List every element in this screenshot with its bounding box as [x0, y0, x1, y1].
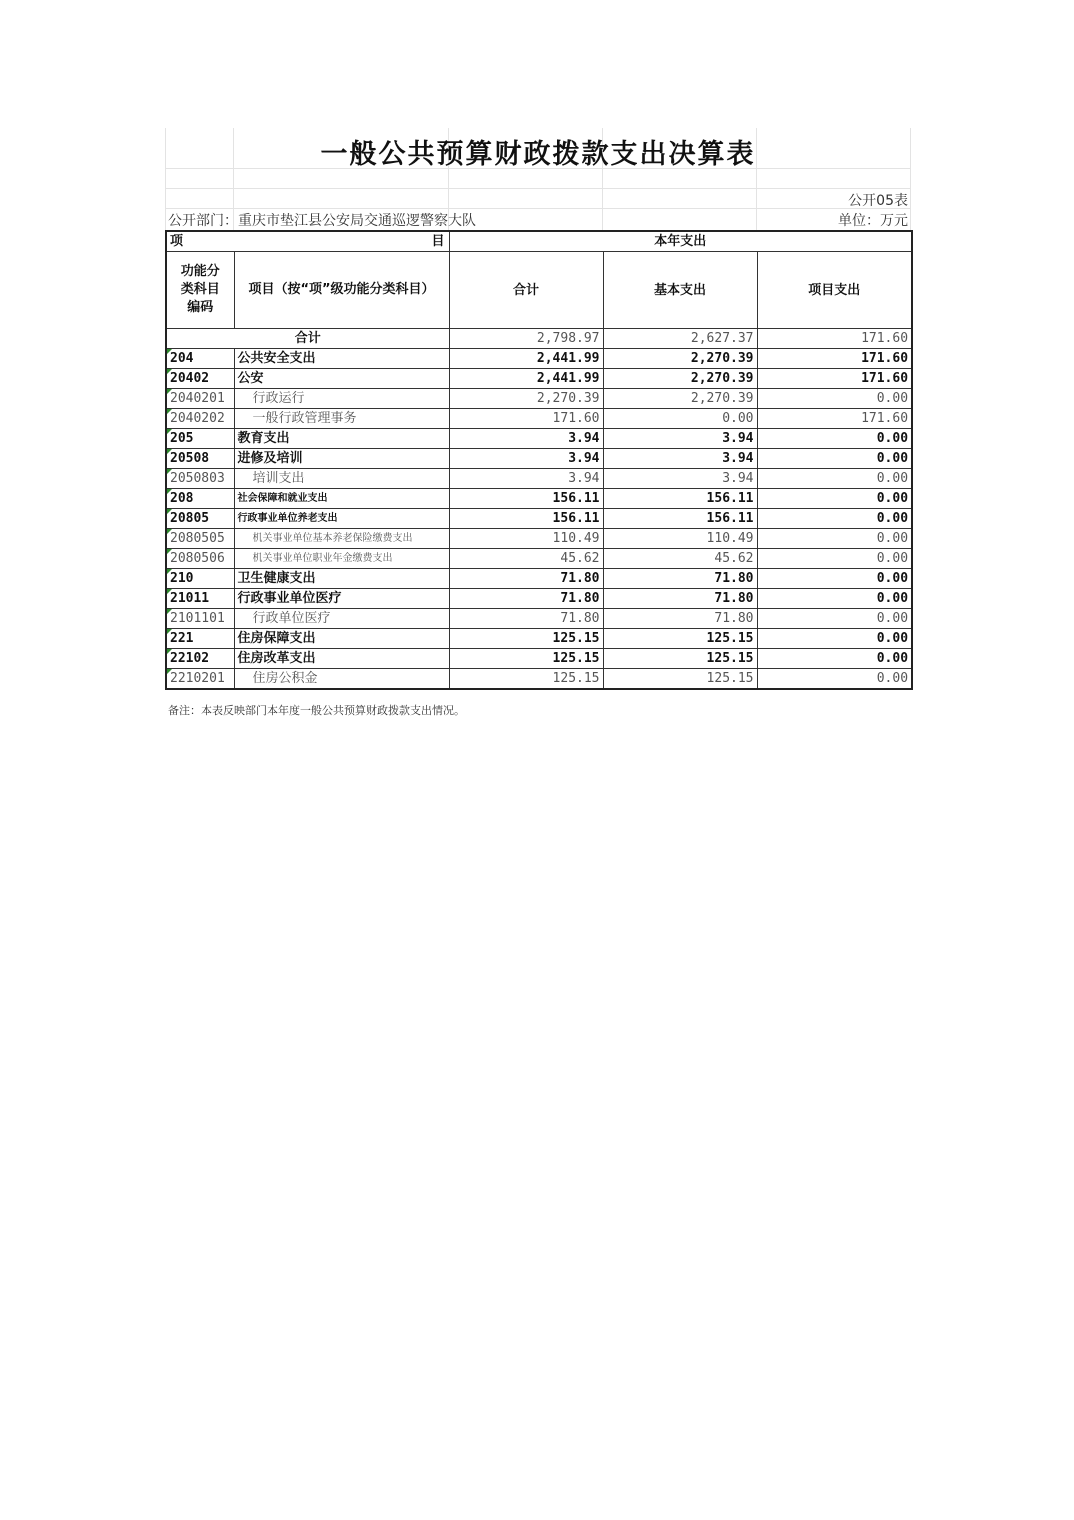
total-label: 合计 [166, 329, 449, 349]
row-basic: 0.00 [603, 409, 757, 429]
row-project: 0.00 [757, 469, 912, 489]
row-code: 208 [166, 489, 234, 509]
table-row [166, 549, 912, 569]
header-item-cell [166, 231, 449, 252]
form-number: 公开05表 [848, 193, 908, 209]
department-label: 公开部门：重庆市垫江县公安局交通巡逻警察大队 [168, 213, 476, 229]
row-project: 0.00 [757, 649, 912, 669]
row-basic: 125.15 [603, 669, 757, 690]
row-code: 21011 [166, 589, 234, 609]
row-project: 0.00 [757, 609, 912, 629]
row-code: 20805 [166, 509, 234, 529]
row-basic: 2,270.39 [603, 369, 757, 389]
row-name: 行政事业单位养老支出 [234, 509, 449, 529]
row-code: 2101101 [166, 609, 234, 629]
row-name: 培训支出 [234, 469, 449, 489]
table-row [166, 389, 912, 409]
row-name: 机关事业单位职业年金缴费支出 [234, 549, 449, 569]
row-basic: 71.80 [603, 569, 757, 589]
grid-line [165, 208, 911, 209]
row-project: 0.00 [757, 509, 912, 529]
row-basic: 3.94 [603, 429, 757, 449]
header-xiang: 项 [170, 234, 184, 249]
row-code: 2080505 [166, 529, 234, 549]
row-code: 20508 [166, 449, 234, 469]
row-code: 210 [166, 569, 234, 589]
row-total: 71.80 [449, 589, 603, 609]
page-title: 一般公共预算财政拨款支出决算表 [320, 139, 756, 170]
row-project: 0.00 [757, 629, 912, 649]
row-total: 156.11 [449, 489, 603, 509]
footnote: 备注：本表反映部门本年度一般公共预算财政拨款支出情况。 [168, 704, 465, 717]
row-basic: 156.11 [603, 509, 757, 529]
row-total: 171.60 [449, 409, 603, 429]
table-row [166, 349, 912, 369]
row-name: 一般行政管理事务 [234, 409, 449, 429]
row-name: 公安 [234, 369, 449, 389]
row-basic: 125.15 [603, 629, 757, 649]
table-row [166, 489, 912, 509]
row-code: 2210201 [166, 669, 234, 690]
row-total: 71.80 [449, 609, 603, 629]
header-mu: 目 [431, 234, 445, 249]
row-total: 2,270.39 [449, 389, 603, 409]
unit-label: 单位：万元 [838, 213, 908, 229]
row-project: 0.00 [757, 489, 912, 509]
row-basic: 110.49 [603, 529, 757, 549]
row-code: 204 [166, 349, 234, 369]
table-row [166, 369, 912, 389]
row-project: 0.00 [757, 589, 912, 609]
row-basic: 3.94 [603, 469, 757, 489]
header-total-col: 合计 [449, 252, 603, 329]
row-code: 22102 [166, 649, 234, 669]
row-name: 进修及培训 [234, 449, 449, 469]
row-total: 3.94 [449, 469, 603, 489]
row-total: 125.15 [449, 629, 603, 649]
header-code-col: 功能分类科目编码 [166, 252, 234, 329]
table-body [166, 349, 912, 690]
row-basic: 45.62 [603, 549, 757, 569]
row-project: 0.00 [757, 389, 912, 409]
total-project: 171.60 [757, 329, 912, 349]
total-basic: 2,627.37 [603, 329, 757, 349]
row-project: 0.00 [757, 569, 912, 589]
row-name: 教育支出 [234, 429, 449, 449]
row-code: 2080506 [166, 549, 234, 569]
row-code: 221 [166, 629, 234, 649]
row-basic: 2,270.39 [603, 349, 757, 369]
table-row [166, 649, 912, 669]
row-code: 20402 [166, 369, 234, 389]
row-total: 71.80 [449, 569, 603, 589]
row-project: 0.00 [757, 549, 912, 569]
row-total: 3.94 [449, 449, 603, 469]
total-amount: 2,798.97 [449, 329, 603, 349]
table-row [166, 409, 912, 429]
row-total: 2,441.99 [449, 349, 603, 369]
header-row-top [166, 231, 912, 252]
row-basic: 3.94 [603, 449, 757, 469]
header-basic-col: 基本支出 [603, 252, 757, 329]
row-code: 2040202 [166, 409, 234, 429]
row-name: 住房公积金 [234, 669, 449, 690]
budget-sheet [165, 128, 911, 720]
row-total: 2,441.99 [449, 369, 603, 389]
row-total: 45.62 [449, 549, 603, 569]
row-basic: 71.80 [603, 589, 757, 609]
table-row [166, 629, 912, 649]
header-name-col: 项目（按“项”级功能分类科目） [234, 252, 449, 329]
table-row [166, 509, 912, 529]
row-name: 行政单位医疗 [234, 609, 449, 629]
table-row [166, 569, 912, 589]
header-row-columns [166, 252, 912, 329]
row-total: 125.15 [449, 649, 603, 669]
row-project: 0.00 [757, 529, 912, 549]
row-code: 2050803 [166, 469, 234, 489]
grid-line [165, 188, 911, 189]
row-code: 205 [166, 429, 234, 449]
row-basic: 156.11 [603, 489, 757, 509]
row-code: 2040201 [166, 389, 234, 409]
row-basic: 71.80 [603, 609, 757, 629]
table-row [166, 529, 912, 549]
row-name: 社会保障和就业支出 [234, 489, 449, 509]
row-basic: 125.15 [603, 649, 757, 669]
table-row [166, 429, 912, 449]
row-project: 0.00 [757, 449, 912, 469]
table-row [166, 609, 912, 629]
total-row [166, 329, 912, 349]
row-basic: 2,270.39 [603, 389, 757, 409]
row-name: 卫生健康支出 [234, 569, 449, 589]
row-name: 住房改革支出 [234, 649, 449, 669]
row-name: 行政事业单位医疗 [234, 589, 449, 609]
row-project: 0.00 [757, 669, 912, 690]
row-project: 171.60 [757, 349, 912, 369]
row-name: 机关事业单位基本养老保险缴费支出 [234, 529, 449, 549]
header-project-col: 项目支出 [757, 252, 912, 329]
row-project: 0.00 [757, 429, 912, 449]
row-total: 125.15 [449, 669, 603, 690]
table-row [166, 669, 912, 690]
row-name: 公共安全支出 [234, 349, 449, 369]
expenditure-table [165, 230, 913, 690]
row-total: 3.94 [449, 429, 603, 449]
table-row [166, 469, 912, 489]
row-name: 行政运行 [234, 389, 449, 409]
table-row [166, 589, 912, 609]
row-name: 住房保障支出 [234, 629, 449, 649]
row-total: 156.11 [449, 509, 603, 529]
header-this-year: 本年支出 [449, 231, 912, 252]
row-project: 171.60 [757, 369, 912, 389]
table-row [166, 449, 912, 469]
row-project: 171.60 [757, 409, 912, 429]
row-total: 110.49 [449, 529, 603, 549]
